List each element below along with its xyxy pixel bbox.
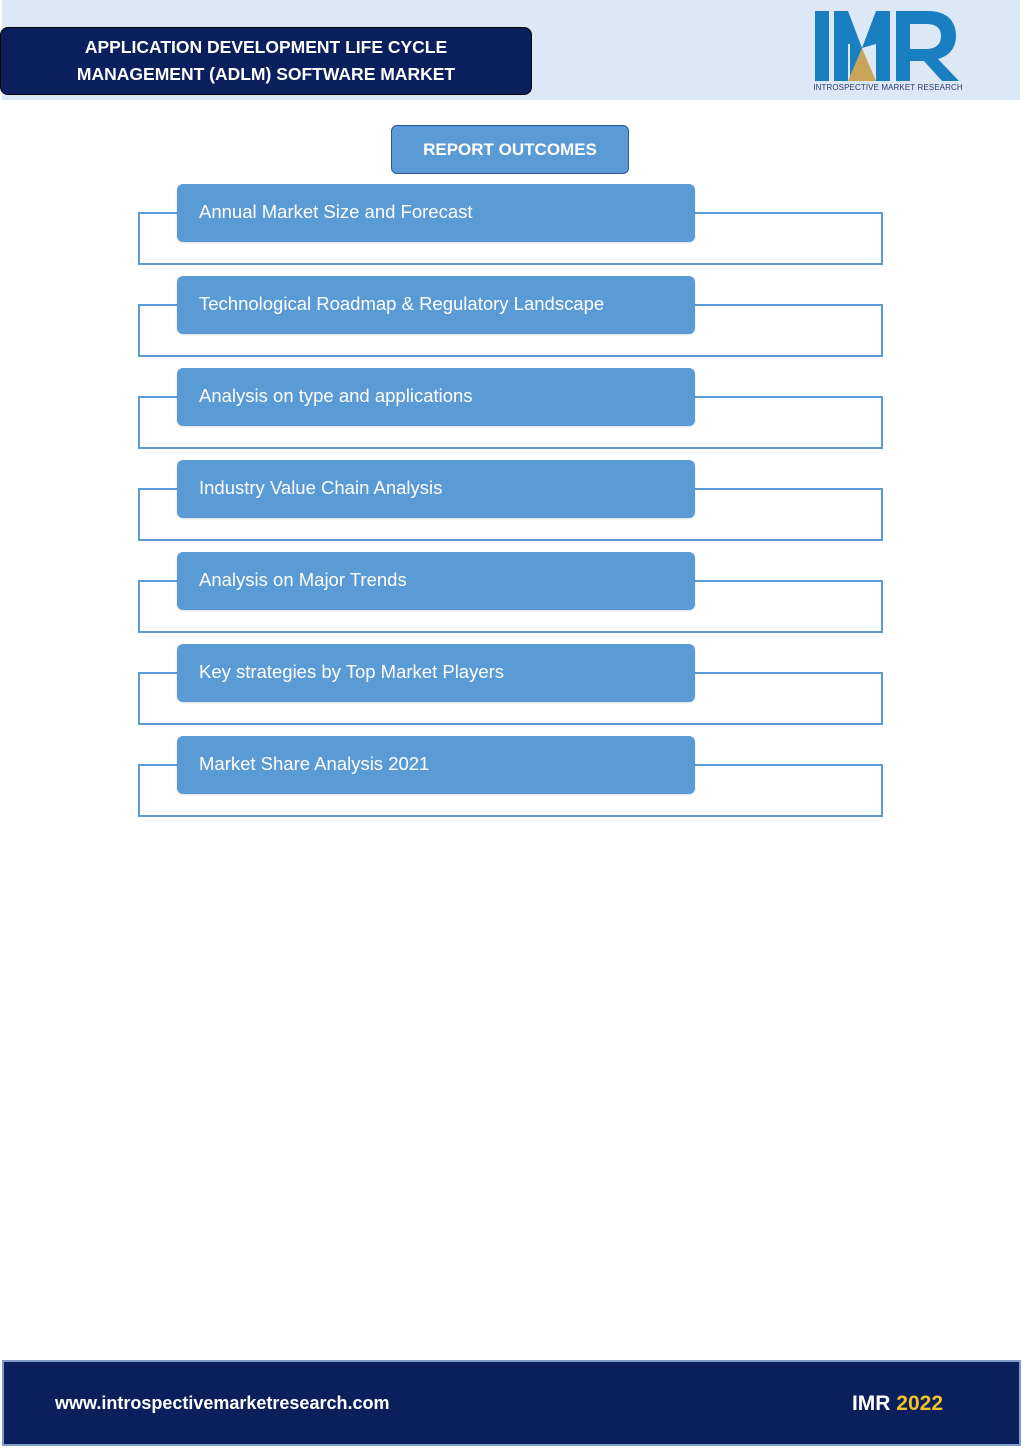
outcome-connector-right bbox=[695, 396, 883, 398]
footer-website-link[interactable]: www.introspectivemarketresearch.com bbox=[55, 1393, 390, 1413]
outcome-connector-right bbox=[695, 212, 883, 214]
outcome-row-2 bbox=[138, 276, 883, 358]
report-title bbox=[0, 27, 532, 95]
outcome-row-1 bbox=[138, 184, 883, 266]
outcome-connector-right bbox=[695, 488, 883, 490]
outcome-row-7 bbox=[138, 736, 883, 818]
report-title-line-1: APPLICATION DEVELOPMENT LIFE CYCLE bbox=[84, 37, 448, 57]
outcome-row-5 bbox=[138, 552, 883, 634]
outcome-label: Analysis on Major Trends bbox=[177, 552, 695, 610]
logo-caption: INTROSPECTIVE MARKET RESEARCH bbox=[813, 83, 963, 92]
outcome-label: Market Share Analysis 2021 bbox=[177, 736, 695, 794]
outcome-connector-right bbox=[695, 764, 883, 766]
outcome-row-6 bbox=[138, 644, 883, 726]
outcome-connector-left bbox=[138, 396, 178, 398]
outcome-connector-right bbox=[695, 304, 883, 306]
outcome-connector-left bbox=[138, 672, 178, 674]
outcome-connector-left bbox=[138, 212, 178, 214]
page-footer bbox=[2, 1360, 1021, 1446]
footer-year: 2022 bbox=[896, 1392, 943, 1415]
outcome-label: Analysis on type and applications bbox=[177, 368, 695, 426]
outcome-row-4 bbox=[138, 460, 883, 542]
footer-brand-name: IMR bbox=[851, 1392, 891, 1415]
outcome-label: Key strategies by Top Market Players bbox=[177, 644, 695, 702]
report-outcomes-heading: REPORT OUTCOMES bbox=[391, 125, 629, 174]
report-title-line-2: MANAGEMENT (ADLM) SOFTWARE MARKET bbox=[76, 64, 456, 84]
imr-logo-mark bbox=[812, 8, 964, 84]
outcome-connector-left bbox=[138, 488, 178, 490]
outcome-connector-left bbox=[138, 764, 178, 766]
logo-letter-i bbox=[815, 11, 829, 81]
outcome-connector-left bbox=[138, 580, 178, 582]
outcome-label: Technological Roadmap & Regulatory Landscape bbox=[177, 276, 695, 334]
footer-brand bbox=[852, 1392, 943, 1416]
outcome-label: Annual Market Size and Forecast bbox=[177, 184, 695, 242]
outcome-connector-left bbox=[138, 304, 178, 306]
imr-logo bbox=[812, 8, 964, 96]
logo-letter-r bbox=[896, 11, 959, 81]
outcome-connector-right bbox=[695, 580, 883, 582]
outcome-row-3 bbox=[138, 368, 883, 450]
outcome-connector-right bbox=[695, 672, 883, 674]
outcome-label: Industry Value Chain Analysis bbox=[177, 460, 695, 518]
